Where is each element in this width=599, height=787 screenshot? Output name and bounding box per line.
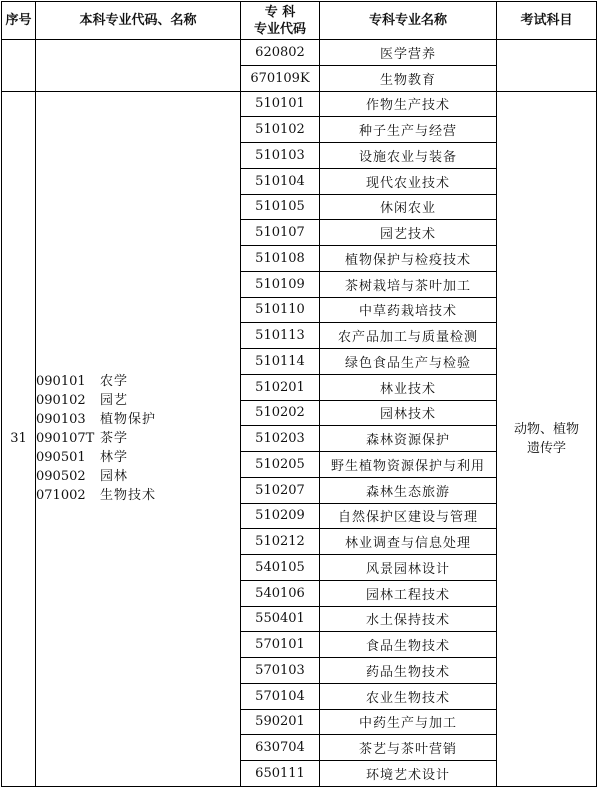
vocational-code: 510113 — [241, 323, 320, 349]
header-seq: 序号 — [2, 2, 36, 40]
vocational-code: 510203 — [241, 426, 320, 452]
undergrad-major-code: 071002 — [36, 488, 86, 504]
vocational-code: 510212 — [241, 529, 320, 555]
undergrad-major-item — [36, 410, 240, 429]
vocational-name: 环境艺术设计 — [320, 761, 497, 787]
vocational-name: 药品生物技术 — [320, 658, 497, 684]
undergrad-major-item — [36, 429, 240, 448]
vocational-name: 现代农业技术 — [320, 168, 497, 194]
vocational-name: 种子生产与经营 — [320, 117, 497, 143]
vocational-code: 550401 — [241, 606, 320, 632]
header-undergrad: 本科专业代码、名称 — [36, 2, 241, 40]
vocational-code: 510205 — [241, 452, 320, 478]
header-vocational-code-line1: 专 科 — [264, 4, 296, 20]
prev-seq-cell — [2, 40, 36, 92]
vocational-name: 森林资源保护 — [320, 426, 497, 452]
undergrad-major-item — [36, 486, 240, 505]
vocational-name: 野生植物资源保护与利用 — [320, 452, 497, 478]
undergrad-major-name: 林学 — [100, 450, 129, 466]
vocational-code: 510105 — [241, 194, 320, 220]
exam-subject-line: 动物、植物 — [513, 421, 579, 437]
header-vocational-code-line2: 专业代码 — [253, 21, 306, 37]
vocational-name: 林业调查与信息处理 — [320, 529, 497, 555]
vocational-name: 中药生产与加工 — [320, 709, 497, 735]
vocational-code: 570103 — [241, 658, 320, 684]
vocational-code: 510103 — [241, 143, 320, 169]
vocational-code: 620802 — [241, 40, 320, 66]
vocational-code: 510202 — [241, 400, 320, 426]
vocational-name: 作物生产技术 — [320, 91, 497, 117]
seq-number: 31 — [2, 91, 36, 786]
vocational-code: 510104 — [241, 168, 320, 194]
vocational-code: 570101 — [241, 632, 320, 658]
vocational-name: 园艺技术 — [320, 220, 497, 246]
header-vocational-code — [241, 2, 320, 40]
vocational-name: 生物教育 — [320, 65, 497, 91]
undergrad-major-item — [36, 372, 240, 391]
vocational-name: 农产品加工与质量检测 — [320, 323, 497, 349]
vocational-code: 510101 — [241, 91, 320, 117]
vocational-name: 林业技术 — [320, 374, 497, 400]
undergrad-major-code: 090107T — [36, 431, 95, 447]
vocational-name: 森林生态旅游 — [320, 477, 497, 503]
undergrad-major-name: 生物技术 — [100, 488, 157, 504]
vocational-name: 中草药栽培技术 — [320, 297, 497, 323]
vocational-name: 植物保护与检疫技术 — [320, 246, 497, 272]
vocational-name: 休闲农业 — [320, 194, 497, 220]
prev-exam-cell — [497, 40, 597, 92]
vocational-code: 510102 — [241, 117, 320, 143]
major-table — [1, 1, 597, 787]
vocational-name: 园林工程技术 — [320, 580, 497, 606]
undergrad-major-name: 农学 — [100, 374, 129, 390]
header-exam: 考试科目 — [497, 2, 597, 40]
vocational-code: 510207 — [241, 477, 320, 503]
vocational-code: 670109K — [241, 65, 320, 91]
table-row — [2, 91, 597, 117]
vocational-code: 510209 — [241, 503, 320, 529]
undergrad-major-item — [36, 448, 240, 467]
undergrad-major-code: 090102 — [36, 393, 86, 409]
vocational-name: 设施农业与装备 — [320, 143, 497, 169]
vocational-name: 农业生物技术 — [320, 683, 497, 709]
vocational-code: 650111 — [241, 761, 320, 787]
undergrad-major-code: 090103 — [36, 412, 86, 428]
vocational-name: 食品生物技术 — [320, 632, 497, 658]
header-row — [2, 2, 597, 40]
vocational-name: 茶艺与茶叶营销 — [320, 735, 497, 761]
vocational-code: 540105 — [241, 555, 320, 581]
exam-subjects — [497, 91, 597, 786]
vocational-code: 540106 — [241, 580, 320, 606]
vocational-name: 茶树栽培与茶叶加工 — [320, 271, 497, 297]
undergrad-major-name: 园林 — [100, 469, 129, 485]
vocational-code: 510114 — [241, 349, 320, 375]
vocational-code: 510107 — [241, 220, 320, 246]
header-vocational-name: 专科专业名称 — [320, 2, 497, 40]
vocational-code: 510108 — [241, 246, 320, 272]
undergrad-major-code: 090101 — [36, 374, 86, 390]
table-row — [2, 40, 597, 66]
undergrad-major-name: 园艺 — [100, 393, 129, 409]
vocational-code: 510110 — [241, 297, 320, 323]
vocational-code: 510201 — [241, 374, 320, 400]
exam-subject-line: 遗传学 — [526, 440, 566, 456]
vocational-code: 630704 — [241, 735, 320, 761]
undergrad-major-name: 茶学 — [100, 431, 129, 447]
prev-undergrad-cell — [36, 40, 241, 92]
undergrad-major-code: 090502 — [36, 469, 86, 485]
vocational-name: 水土保持技术 — [320, 606, 497, 632]
undergrad-major-name: 植物保护 — [100, 412, 157, 428]
vocational-code: 570104 — [241, 683, 320, 709]
vocational-name: 自然保护区建设与管理 — [320, 503, 497, 529]
vocational-code: 510109 — [241, 271, 320, 297]
vocational-code: 590201 — [241, 709, 320, 735]
undergrad-majors-cell — [36, 91, 241, 786]
undergrad-major-item — [36, 391, 240, 410]
vocational-name: 绿色食品生产与检验 — [320, 349, 497, 375]
undergrad-major-item — [36, 467, 240, 486]
vocational-name: 风景园林设计 — [320, 555, 497, 581]
vocational-name: 医学营养 — [320, 40, 497, 66]
undergrad-major-code: 090501 — [36, 450, 86, 466]
vocational-name: 园林技术 — [320, 400, 497, 426]
